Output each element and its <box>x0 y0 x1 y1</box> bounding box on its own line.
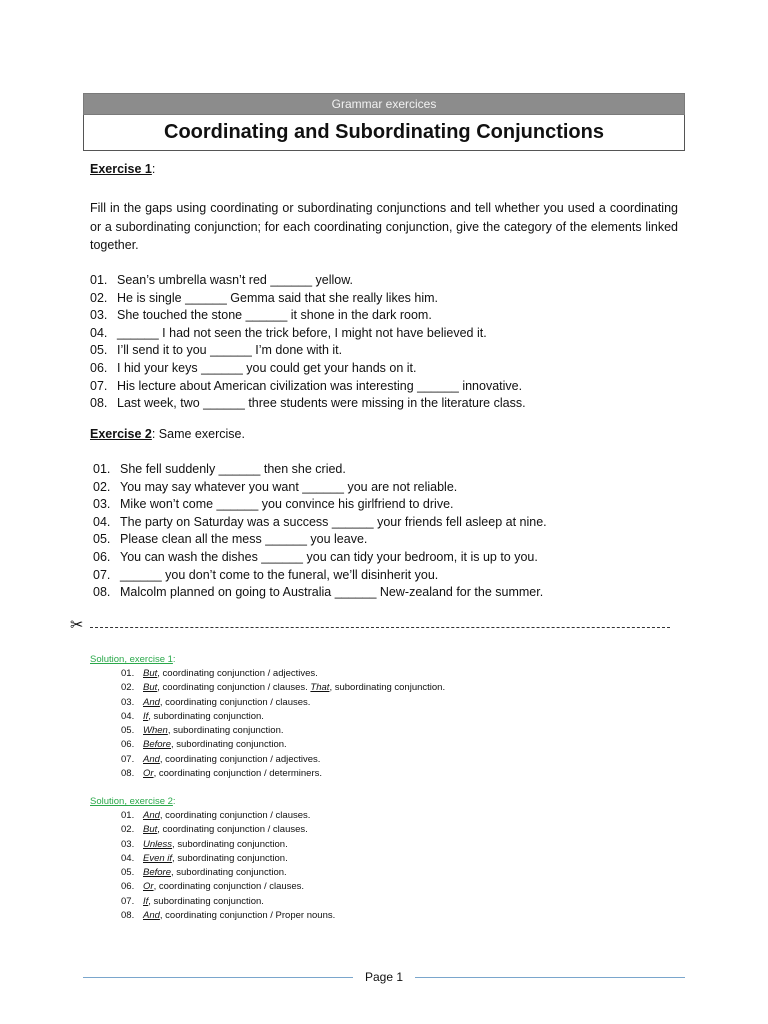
footer-rule-left <box>83 977 353 978</box>
answer-keyword: And <box>143 910 160 922</box>
item-number: 03. <box>121 838 135 850</box>
answer-description: , coordinating conjunction / Proper nouns. <box>159 910 336 922</box>
item-text: Please clean all the mess ______ you leave. <box>120 532 368 547</box>
answer-keyword: Unless <box>143 838 173 850</box>
exercise-2-suffix: : Same exercise. <box>151 427 245 441</box>
answer-description: , coordinating conjunction / clauses. <box>153 881 305 893</box>
item-text: She fell suddenly ______ then she cried. <box>120 462 346 476</box>
item-text: You can wash the dishes ______ you can tidy your bedroom, it is up to you. <box>120 549 538 564</box>
exercise-2-list <box>90 461 547 602</box>
answer-description: , coordinating conjunction / adjectives. <box>157 668 318 679</box>
solution-1-item <box>121 753 445 767</box>
answer-keyword: But <box>143 668 158 679</box>
solution-2-item <box>121 852 335 866</box>
exercise-2-item <box>90 514 547 532</box>
item-number: 04. <box>93 514 111 529</box>
answer-keyword-secondary: That <box>310 682 330 694</box>
answer-keyword: But <box>143 682 158 694</box>
answer-keyword: When <box>143 725 168 737</box>
solution-1-item <box>121 681 445 695</box>
answer-keyword: Or <box>143 881 154 893</box>
solution-2-item <box>121 838 335 852</box>
item-number: 05. <box>90 343 108 358</box>
exercise-1-item <box>90 342 526 360</box>
solution-1-suffix: : <box>172 654 176 665</box>
item-number: 04. <box>121 710 135 722</box>
answer-description: , coordinating conjunction / determiners. <box>153 768 323 780</box>
item-number: 07. <box>93 567 111 582</box>
item-number: 02. <box>121 824 135 836</box>
answer-keyword: And <box>143 753 160 765</box>
answer-description: , coordinating conjunction / clauses. <box>159 696 311 708</box>
exercise-1-item <box>90 272 526 290</box>
answer-keyword: Even if <box>143 852 173 864</box>
answer-keyword: If <box>143 710 149 722</box>
solution-2-item <box>121 809 335 823</box>
item-text: His lecture about American civilization was interesting ______ innovative. <box>117 378 523 393</box>
exercise-2-item <box>90 461 547 479</box>
item-number: 07. <box>121 753 135 765</box>
answer-description: , subordinating conjunction. <box>148 710 264 722</box>
item-number: 06. <box>93 549 111 564</box>
exercise-1-suffix: : <box>151 162 156 176</box>
exercise-1-item <box>90 290 526 308</box>
document-header <box>83 93 685 151</box>
solution-1-item <box>121 696 445 710</box>
answer-description: , subordinating conjunction. <box>167 725 284 737</box>
exercise-1-label: Exercise 1 <box>90 162 152 176</box>
exercise-2-heading <box>90 427 245 441</box>
solution-1-item <box>121 667 445 681</box>
solution-2-list <box>121 809 335 923</box>
solution-1-label: Solution, exercise 1 <box>90 654 173 665</box>
item-number: 02. <box>121 682 135 694</box>
item-number: 08. <box>90 396 108 411</box>
exercise-1-instructions: Fill in the gaps using coordinating or subordinating conjunctions and tell whether you used a coordinating or a subordinating conjunction; for each coordinating conjunction, give the category of the elements linked together. <box>90 201 678 252</box>
solution-2-item <box>121 895 335 909</box>
solution-2-suffix: : <box>172 796 176 807</box>
exercise-2-item <box>90 496 547 514</box>
solution-1-heading <box>90 654 176 665</box>
item-number: 08. <box>93 585 111 600</box>
item-text: ______ you don’t come to the funeral, we’ll disinherit you. <box>120 567 439 582</box>
exercise-1-item <box>90 325 526 343</box>
exercise-2-item <box>90 567 547 585</box>
solution-1-list <box>121 667 445 781</box>
item-number: 06. <box>121 881 135 893</box>
solution-2-item <box>121 866 335 880</box>
item-number: 08. <box>121 768 135 780</box>
item-number: 06. <box>90 360 108 375</box>
item-text: The party on Saturday was a success ______ your friends fell asleep at nine. <box>120 514 547 529</box>
item-number: 04. <box>90 325 108 340</box>
item-text: I hid your keys ______ you could get your hands on it. <box>117 360 417 375</box>
item-number: 01. <box>121 668 135 679</box>
item-number: 01. <box>121 810 135 821</box>
answer-keyword: Or <box>143 768 154 780</box>
answer-description: , subordinating conjunction. <box>171 867 287 879</box>
exercise-1-item <box>90 307 526 325</box>
answer-keyword: If <box>143 895 149 907</box>
answer-description: , subordinating conjunction. <box>172 852 288 864</box>
answer-description: , subordinating conjunction. <box>148 895 264 907</box>
item-number: 06. <box>121 739 135 751</box>
solution-2-heading <box>90 796 176 807</box>
exercise-1-item <box>90 395 526 413</box>
answer-description: , coordinating conjunction / clauses. <box>157 682 311 694</box>
exercise-2-item <box>90 479 547 497</box>
item-number: 02. <box>93 479 111 494</box>
solution-2-item <box>121 823 335 837</box>
cut-line <box>70 618 670 634</box>
solution-2-item <box>121 909 335 923</box>
item-text: ______ I had not seen the trick before, I might not have believed it. <box>117 325 487 340</box>
item-text: I’ll send it to you ______ I’m done with it. <box>117 343 343 358</box>
answer-description: , coordinating conjunction / clauses. <box>159 810 311 821</box>
item-number: 03. <box>93 497 111 512</box>
exercise-1-heading <box>90 162 155 176</box>
answer-keyword: And <box>143 810 160 821</box>
item-text: You may say whatever you want ______ you are not reliable. <box>120 479 458 494</box>
page-title: Coordinating and Subordinating Conjunctions <box>83 115 685 151</box>
item-number: 07. <box>121 895 135 907</box>
footer-rule-right <box>415 977 685 978</box>
item-text: Mike won’t come ______ you convince his girlfriend to drive. <box>120 497 454 512</box>
exercise-1-list <box>90 272 526 413</box>
item-text: Last week, two ______ three students were missing in the literature class. <box>117 396 526 411</box>
solution-1-item <box>121 738 445 752</box>
item-text: She touched the stone ______ it shone in the dark room. <box>117 308 432 323</box>
answer-keyword: Before <box>143 739 171 751</box>
exercise-2-item <box>90 584 547 602</box>
answer-description: , coordinating conjunction / clauses. <box>157 824 308 836</box>
item-text: Sean’s umbrella wasn’t red ______ yellow. <box>117 273 354 287</box>
item-text: He is single ______ Gemma said that she really likes him. <box>117 290 438 305</box>
answer-description: , subordinating conjunction. <box>172 838 288 850</box>
item-number: 03. <box>121 696 135 708</box>
page-number: Page 1 <box>364 970 404 984</box>
answer-keyword: But <box>143 824 158 836</box>
item-number: 02. <box>90 290 108 305</box>
item-number: 05. <box>121 867 135 879</box>
solution-1-item <box>121 710 445 724</box>
item-number: 07. <box>90 378 108 393</box>
solution-1-item <box>121 724 445 738</box>
scissors-icon: ✂ <box>70 617 84 634</box>
exercise-1-item <box>90 360 526 378</box>
answer-description-secondary: , subordinating conjunction. <box>329 682 446 694</box>
item-text: Malcolm planned on going to Australia ______ New-zealand for the summer. <box>120 585 544 600</box>
solution-1-item <box>121 767 445 781</box>
solution-2-item <box>121 880 335 894</box>
answer-keyword: And <box>143 696 160 708</box>
item-number: 04. <box>121 852 135 864</box>
exercise-2-item <box>90 531 547 549</box>
exercise-1-item <box>90 378 526 396</box>
answer-keyword: Before <box>143 867 171 879</box>
answer-description: , coordinating conjunction / adjectives. <box>159 753 321 765</box>
item-number: 01. <box>93 462 111 476</box>
item-number: 05. <box>121 725 135 737</box>
exercise-2-label: Exercise 2 <box>90 427 152 441</box>
item-number: 08. <box>121 910 135 922</box>
item-number: 01. <box>90 273 108 287</box>
answer-description: , subordinating conjunction. <box>171 739 287 751</box>
item-number: 03. <box>90 308 108 323</box>
solution-2-label: Solution, exercise 2 <box>90 796 173 807</box>
item-number: 05. <box>93 532 111 547</box>
header-category: Grammar exercices <box>83 93 685 115</box>
exercise-2-item <box>90 549 547 567</box>
dashed-divider <box>90 627 670 628</box>
